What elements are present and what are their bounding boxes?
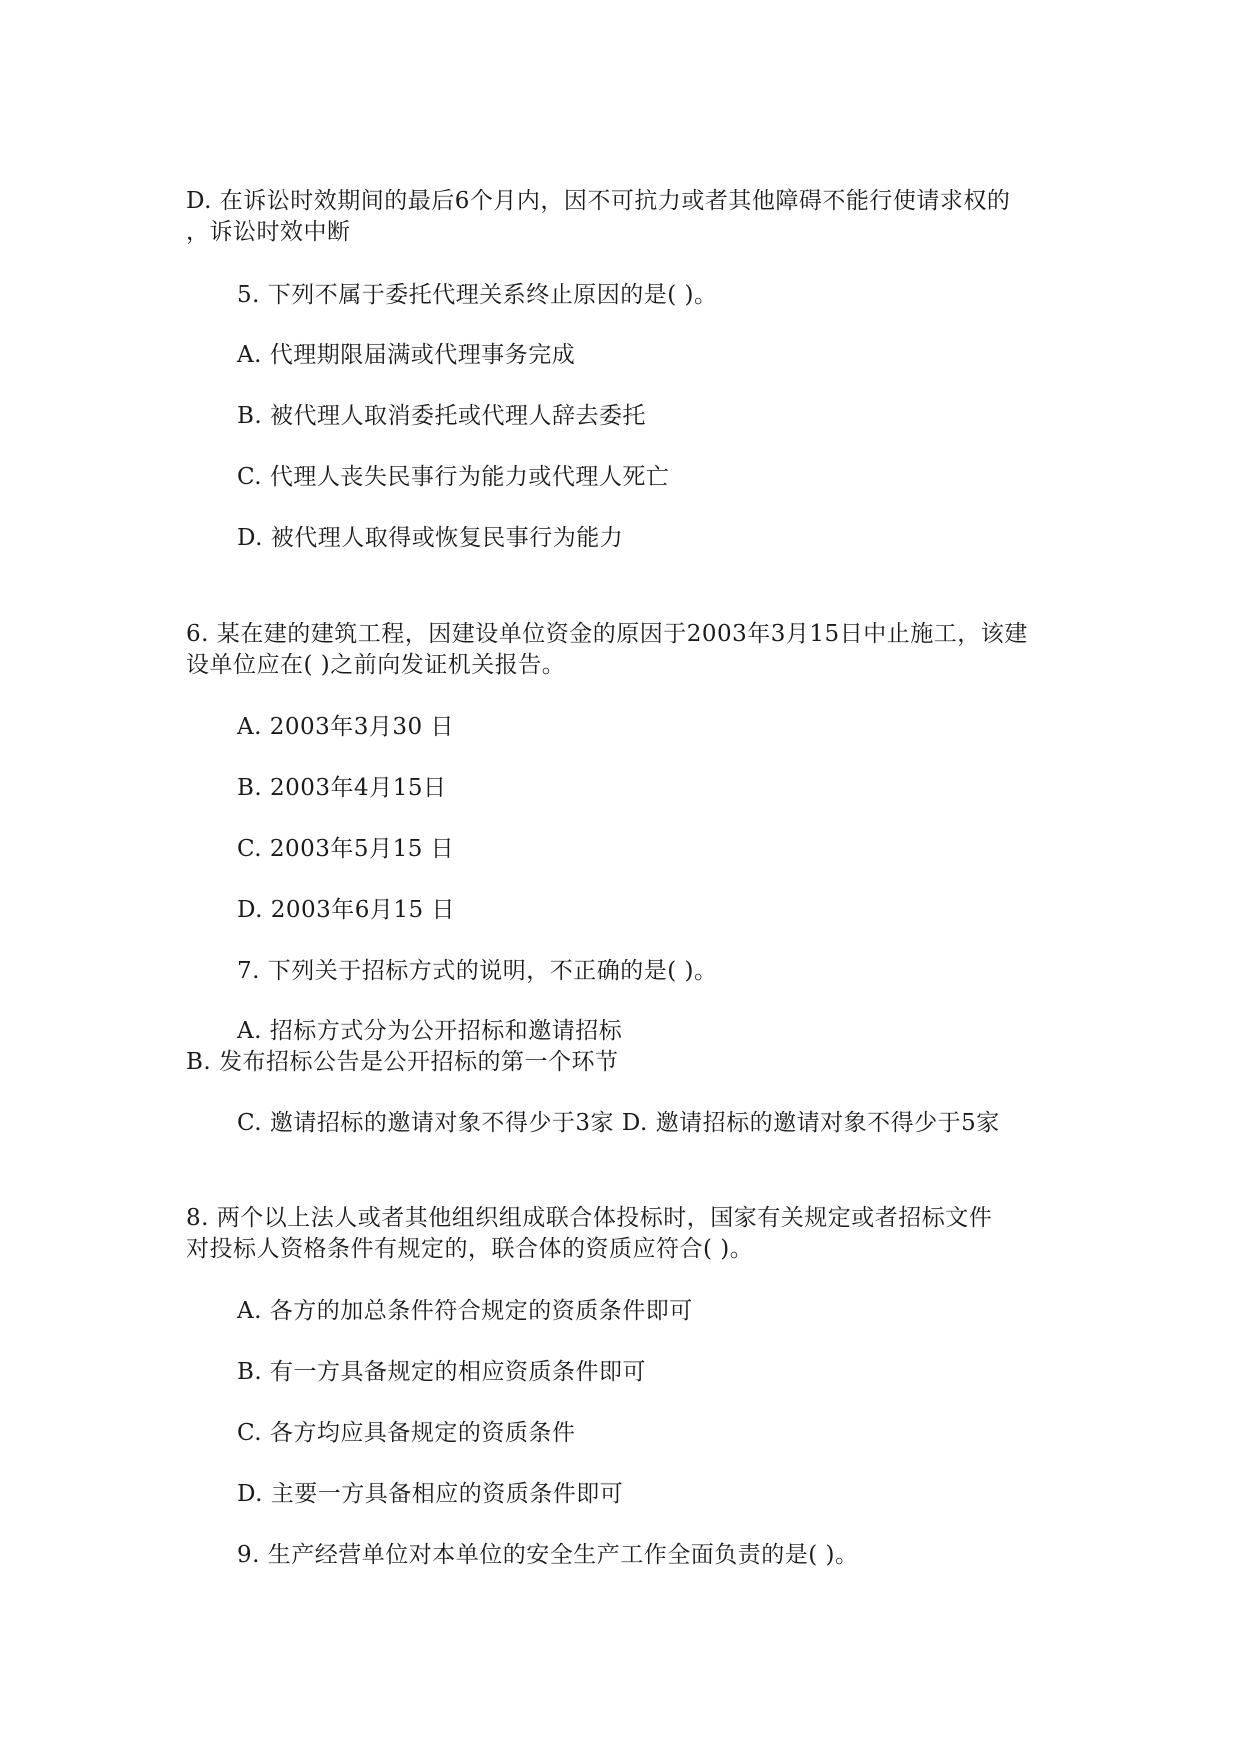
- q8-option-b: B. 有一方具备规定的相应资质条件即可: [237, 1359, 647, 1385]
- q8-option-a: A. 各方的加总条件符合规定的资质条件即可: [237, 1298, 693, 1324]
- question-7: 7. 下列关于招标方式的说明，不正确的是( )。: [237, 958, 718, 984]
- q7-options-c-d: C. 邀请招标的邀请对象不得少于3家 D. 邀请招标的邀请对象不得少于5家: [237, 1110, 1000, 1136]
- question-9: 9. 生产经营单位对本单位的安全生产工作全面负责的是( )。: [237, 1542, 859, 1568]
- q5-option-d: D. 被代理人取得或恢复民事行为能力: [237, 525, 624, 551]
- question-6-line-1: 6. 某在建的建筑工程，因建设单位资金的原因于2003年3月15日中止施工，该建: [186, 621, 1028, 647]
- q6-option-a: A. 2003年3月30 日: [237, 714, 454, 740]
- q7-option-b: B. 发布招标公告是公开招标的第一个环节: [186, 1049, 619, 1075]
- q4-option-d-line-1: D. 在诉讼时效期间的最后6个月内，因不可抗力或者其他障碍不能行使请求权的: [186, 188, 1011, 214]
- q4-option-d-line-2: ，诉讼时效中断: [186, 219, 351, 245]
- q8-option-c: C. 各方均应具备规定的资质条件: [237, 1420, 576, 1446]
- q5-option-c: C. 代理人丧失民事行为能力或代理人死亡: [237, 464, 670, 490]
- question-8-line-1: 8. 两个以上法人或者其他组织组成联合体投标时，国家有关规定或者招标文件: [186, 1205, 993, 1231]
- question-6-line-2: 设单位应在( )之前向发证机关报告。: [186, 652, 566, 678]
- q5-option-a: A. 代理期限届满或代理事务完成: [237, 342, 576, 368]
- q6-option-b: B. 2003年4月15日: [237, 775, 447, 801]
- question-5: 5. 下列不属于委托代理关系终止原因的是( )。: [237, 282, 718, 308]
- q8-option-d: D. 主要一方具备相应的资质条件即可: [237, 1481, 624, 1507]
- q6-option-d: D. 2003年6月15 日: [237, 897, 455, 923]
- question-8-line-2: 对投标人资格条件有规定的，联合体的资质应符合( )。: [186, 1236, 754, 1262]
- q6-option-c: C. 2003年5月15 日: [237, 836, 455, 862]
- q5-option-b: B. 被代理人取消委托或代理人辞去委托: [237, 403, 647, 429]
- q7-option-a: A. 招标方式分为公开招标和邀请招标: [237, 1018, 623, 1044]
